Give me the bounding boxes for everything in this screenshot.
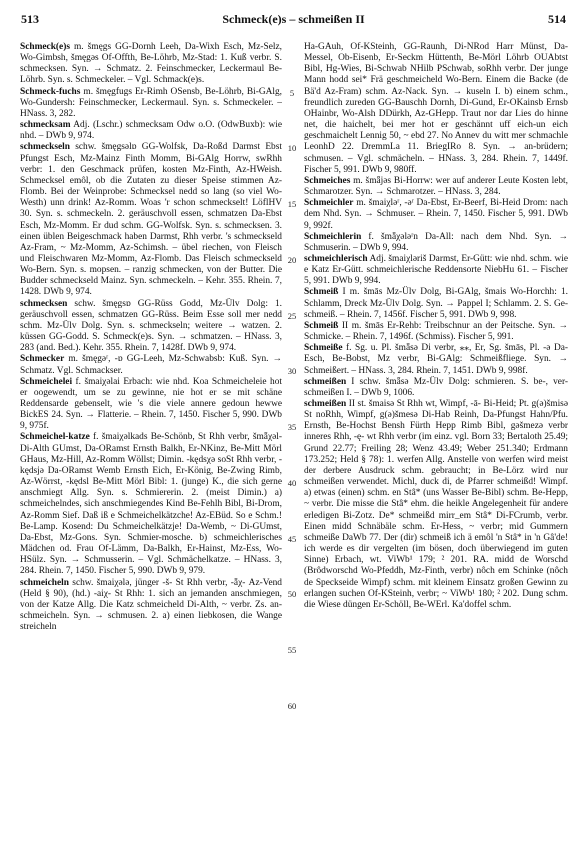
dictionary-entry [20,299,282,355]
line-number: 20 [287,254,297,265]
dictionary-entry [20,120,282,142]
entry-lemma: Schmeiß [304,287,339,298]
dictionary-entry [20,87,282,120]
entry-lemma: Schmeck(e)s [20,42,70,52]
line-number: 45 [287,533,297,544]
entry-lemma: schmecksen [20,298,68,309]
dictionary-entry [304,198,568,231]
line-number: 50 [287,589,297,600]
entry-text: m. šmęgəʳ, -ɒ GG-Leeh, Mz-Schwabsb: Kuß. Syn. → Schmatz. Vgl. Schmackser. [20,354,282,376]
page-number-left: 513 [21,12,39,26]
entry-text: schw. šmęgsɒ GG-Rüss Godd, Mz-Ülv Dolg: 1. geräuschvoll essen, schmatzen GG-Rüss. Beim Esse soll mer nedd schm. Mz-Ülv Dolg. Syn. s. schmeckseln; weitere → watzen. 2. küssen GG-Godd. S. Schmeck(e)s. Syn. → schmatzen. – HNass. 3, 283 (and. Bed.). Kehr. 355. Rhein. 7, 1428f. DWb 9, 974. [20,298,282,354]
entry-lemma: schmeckseln [20,142,70,153]
dictionary-entry [304,343,568,376]
entry-text: I schw. šmǟsə Mz-Ülv Dolg: schmieren. S. be-, ver-schmeißen I. – DWb 9, 1006. [304,376,568,398]
right-column [304,42,568,847]
entry-lemma: Schmecker [20,354,65,365]
dictionary-entry [20,142,282,298]
entry-lemma: Schmeichel-katze [20,432,90,443]
entry-text: II m. šmās Er-Rehb: Treibschnur an der Peitsche. Syn. → Schmicke. – Rhein. 7, 1496f. (Schmiss). Fischer 5, 991. [304,320,568,343]
entry-lemma: schmeicheln [20,577,69,588]
left-column [20,42,282,847]
line-number: 30 [287,366,297,377]
dictionary-entry [304,254,568,287]
dictionary-entry [304,42,568,176]
entry-lemma: Schmeiches [304,175,351,186]
dictionary-entry [304,321,568,343]
dictionary-entry [304,176,568,198]
line-number: 60 [287,700,297,711]
line-number: 35 [287,422,297,433]
line-number: 55 [287,645,297,656]
line-number: 25 [287,310,297,321]
entry-lemma: schmecksam [20,120,71,131]
entry-lemma: Schmeiß [304,320,339,331]
dictionary-entry [304,377,568,399]
entry-lemma: Schmeiße [304,343,343,354]
page-header [21,12,566,28]
line-number-gutter [283,42,301,847]
dictionary-entry [304,232,568,254]
line-number: 40 [287,477,297,488]
dictionary-entry [20,354,282,376]
page-number-right: 514 [548,12,566,26]
dictionary-entry [304,399,568,611]
entry-text: II st. šmaisə St Rhh wt, Wimpf, -ā- Bi-Heid; Pt. g(ə)šmisə St noRhh, Wimpf, g(ə)šmesə Di-Hab Reinh, Da-Pfungst Hahn/Pfu. Ernsth, Be-Hochst Bensh Fürth Hepp Rimb Bibl, gəšmezə verbr inneres Rhh, -ę- wt Rhh verbr (im einz. vgl. Born 33; Bertaloth 25.49; Grund 22.77; Freiling 28; Wenz 43.49; Weber 251.340; Erdmann 173.252; Held § 78): 1. werfen Allg. Anstelle von werfen wird meist der derbere Ausdruck schm. gebraucht; in Be-Lörz wird nur schmeißen verwendet. Michl, duck di, de Pfarrer schmeißd! Wimpf. a) etwas (einen) schm. en Stâ* (uns Wasser Be-Bibl) schm. Be-Hepp, ~ verbr. Die misse die Stâ* ehm. die heikle Angelegenheit für andere erledigen Bi-Zotz. De* schmeißd mirr_em Stâ* Di-FCrumb, verbr. Einen midd Schnäbäle schm. Er-Hess, ~ verbr; mid Gummern schmeiße DaWb 77. Der (dir) schmeiß ich ä emôl 'n Stâ* in 'n Gâ'de! ich werde es dir vergelten (im bösen, doch überwiegend im guten Sinne) Erbach, wt. ViWb¹ 179; ² 201. RA. midd de Worschd (Brôdworschd Wo-Pfeddh, Mz-Finth, verbr) nôch em Schinke (nôch de Speckseide Wimpf) schm. mit kleinem Einsatz großen Gewinn zu erlangen suchen Of-KSteinh, verbr; ~ ViWb¹ 180; ² 202. Dung schm. die Wiese düngen Er-Schöll, Be-WErl. Ka'doffel schm. [304,399,568,610]
entry-lemma: schmeichlerisch [304,253,368,264]
entry-text: Adj. (Lschr.) schmecksam Odw o.O. (OdwBuxb): wie nhd. – DWb 9, 974. [20,120,282,142]
dictionary-entry [20,432,282,577]
entry-text: Adj. šmaiχləriš Darmst, Er-Gütt: wie nhd. schm. wie e Katz Er-Gütt. schmeichlerische Reddensorte NiebHu 61. – Fischer 5, 991. DWb 9, 994. [304,253,568,287]
entry-text: m. šmǟjəs Bi-Horrw: wer auf anderer Leute Kosten lebt, Schmarotzer. Syn. → Schmarotzer. – HNass. 3, 284. [304,175,568,198]
entry-text: m. šmęgs GG-Dornh Leeh, Da-Wixh Esch, Mz-Selz, Wo-Gimbsh, šmęgəs Of-Offth, Be-Löhrb, Mz-Stad: 1. Kuß verbr. S. schmecksen. Syn. → Schmatz. 2. Feinschmecker, Leckermaul Be-Löhrb. Syn. s. Schmeckeler. – Vgl. Schmack(e)s. [20,42,282,86]
dictionary-entry [304,287,568,320]
line-number: 10 [287,143,297,154]
dictionary-entry [20,377,282,433]
entry-lemma: Schmeichelei [20,376,73,387]
entry-lemma: schmeißen [304,399,347,409]
entry-text: I m. šmās Mz-Ülv Dolg, Bi-GAlg, šmais Wo-Horchh: 1. Schlamm, Dreck Mz-Ülv Dolg. Syn. → Pappel I; Schlamm. 2. S. Ge-schmeiß. – Rhein. 7, 1456f. Fischer 5, 991. DWb 9, 998. [304,287,568,320]
line-number: 5 [289,87,295,98]
entry-lemma: schmeißen [304,376,347,387]
entry-text: f. šmaiχəlai Erbach: wie nhd. Koa Schmeicheleie hot er oogewendt, um se zu gewinne, nie hot er se mit schäne Reddensarde gebenselt, wie 's die viele annere gedoun hewwe BickES 24. Syn. → Flatterie. – Rhein. 7, 1450. Fischer 5, 990. DWb 9, 975f. [20,376,282,432]
entry-text: f. šmaiχəlkads Be-Schönb, St Rhh verbr, šmǟχəl- Di-Alth GUmst, Da-ORamst Ernsth Balkh, Er-NKinz, Be-Mitt Mörl GHaus, Mz-Hill, Az-Romm Wöllst; Dimin. -kędsχə soSt Rhh verbr, -kędsjə Da-ORamst Wemb Ernsth Eich, Er-König, Be-Zwing Rimb, Az-Wörrst, -kędsl Be-Mitt Mörl Bibl: 1. (junge) K., die sich gerne anschmiegt Allg. Syn. s. Schmiererin. 2. (meist Dimin.) a) schmeichelndes, sich anschmiegendes Kind Be-Fehlh Bibl, Bi-Drom, Az-Romm Sief. Daß iß e Schmeichelkätzche! Az-EBüd. So e Schm.! Be-Lamp. Kosend: Du Schmeichelkätzje! Da-Wemb, ~ Di-GUmst, Da-Ebst, Mz-Gons. Syn. Schmier-mosche. b) schmeichlerisches Mädchen od. Frau Of-Lämm, Da-Balkh, Er-Hainst, Mz-Ess, Wo-HSülz. Syn. → Schmusserin. – Vgl. Schmächelkatze. – HNass. 3, 284. Rhein. 7, 1450. Fischer 5, 990. DWb 9, 979. [20,432,282,577]
entry-text: f. šmǟχələʳn Da-All: nach dem Nhd. Syn. → Schmuserin. – DWb 9, 994. [304,231,568,253]
dictionary-entry [20,42,282,87]
entry-lemma: Schmeichlerin [304,231,362,242]
entry-text: f. Sg. u. Pl. šmǟsə Di verbr, ⁎⁎, Er, Sg. šmās, Pl. -ə Da-Esch, Be-Bobst, Mz verbr, Bi-GAlg: Schmeißfliege. Syn. → Schmeißert. – HNass. 3, 284. Rhein. 7, 1451. DWb 9, 998f. [304,343,568,376]
entry-lemma: Schmeck-fuchs [20,86,81,97]
line-number: 15 [287,199,297,210]
entry-text: schw. šmaiχələ, jünger -š- St Rhh verbr, -ǟχ- Az-Vend (Held § 90), (hd.) -aiχ- St Rhh: 1. sich an jemanden anschmiegen, von der Katze Allg. Die Katz schmeicheld Di-Alth, ~ verbr. Zs. an-schmeicheln. Syn. → schmusen. 2. a) einen liebkosen, die Wange streicheln [20,577,282,633]
entry-lemma: Schmeichler [304,198,354,209]
entry-text: m. šmęgfugs Er-Rimh OSensb, Be-Löhrb, Bi-GAlg, Wo-Gundersh: Feinschmecker, Leckermaul. Syn. s. Schmeckeler. – HNass. 3, 282. [20,86,282,119]
entry-text: m. šmaiχləʳ, -əʳ Da-Ebst, Er-Beerf, Bi-Heid Drom: nach dem Nhd. Syn. → Schmuser. – Rhein. 7, 1450. Fischer 5, 991. DWb 9, 992f. [304,198,568,231]
entry-text: schw. šmęgsəlɒ GG-Wolfsk, Da-Roßd Darmst Ebst Pfungst Esch, Mz-Mainz Finth Momm, Bi-GAlg Horrw, swRhh verbr: 1. den Geschmack prüfen, kosten Mz-Finth, Az-HWeish. Schmecksel emôl, ob die Zutaten zu dieser Speise stimmen Az-Flomb. Bei der Weinprobe: Schmecksel nedd so lang (so viel Wo-Westh) unn drink! Az-Romm. Woas 'r schon schmeckselt! LöflHV 30. Syn. s. schmeckeln. 2. geräuschvoll essen, schmatzen Da-Ebst Esch, Mz-Momm. Er dud schm. GG-Wolfsk. Syn. s. schmecksen. 3. einen üblen Beigeschmack haben Darmst, Rhh verbr. 's schmeckseld Az-Fram, ~ Mz-Momm, Az-Schimsh. – übel riechen, von Fleisch und Fleischwaren Mz-Momm, Az-Flomb. Das Fleisch schmeckseld Wo-Bern. Syn. s. mopsen. – ranzig schmecken, von der Butter. Die Budder schmeckseld Mainz. Syn. schmeckeln. – Kehr. 355. Rhein. 7, 1428. DWb 9, 974. [20,142,282,298]
entry-text: Ha-GAuh, Of-KSteinh, GG-Raunh, Di-NRod Harr Münst, Da-Messel, Ob-Eisenb, Er-Seckm Hüttenth, Be-Mörl Löhrb OUAbtst Bibl, Hg-Wies, Bi-Schwab NHilb PSchwab, soRhh verbr. Der junge Mann hodd sei* Frä geschmeicheld Wo-Bern. Einem die Backe (de Bä'd Az-Fram) schm. Az-Nack. Syn. → kuseln I. b) einem schm., freundlich zureden GG-Bauschh Dornh, Di-Gund, Er-OKainsb Ernsb OHainbr, Wo-Alsh DDürkh, Az-GHepp. Traut nor dar Lies do hinne net, die haichelt, bei mer hot er geschännt uff eich-un eich geschmaichelt Lennig 50, ~ ebd 27. No Annev du witt mer schmachle LeonhD 22. DremmLa 11. BriegIRo 8. Syn. → an-brüdern; schmusen. – Vgl. schmächeln. – HNass. 3, 284. Rhein. 7, 1449f. Fischer 5, 991. DWb 9, 980ff. [304,42,568,175]
dictionary-entry [20,578,282,634]
running-head: Schmeck(e)s – schmeißen II [222,12,365,26]
